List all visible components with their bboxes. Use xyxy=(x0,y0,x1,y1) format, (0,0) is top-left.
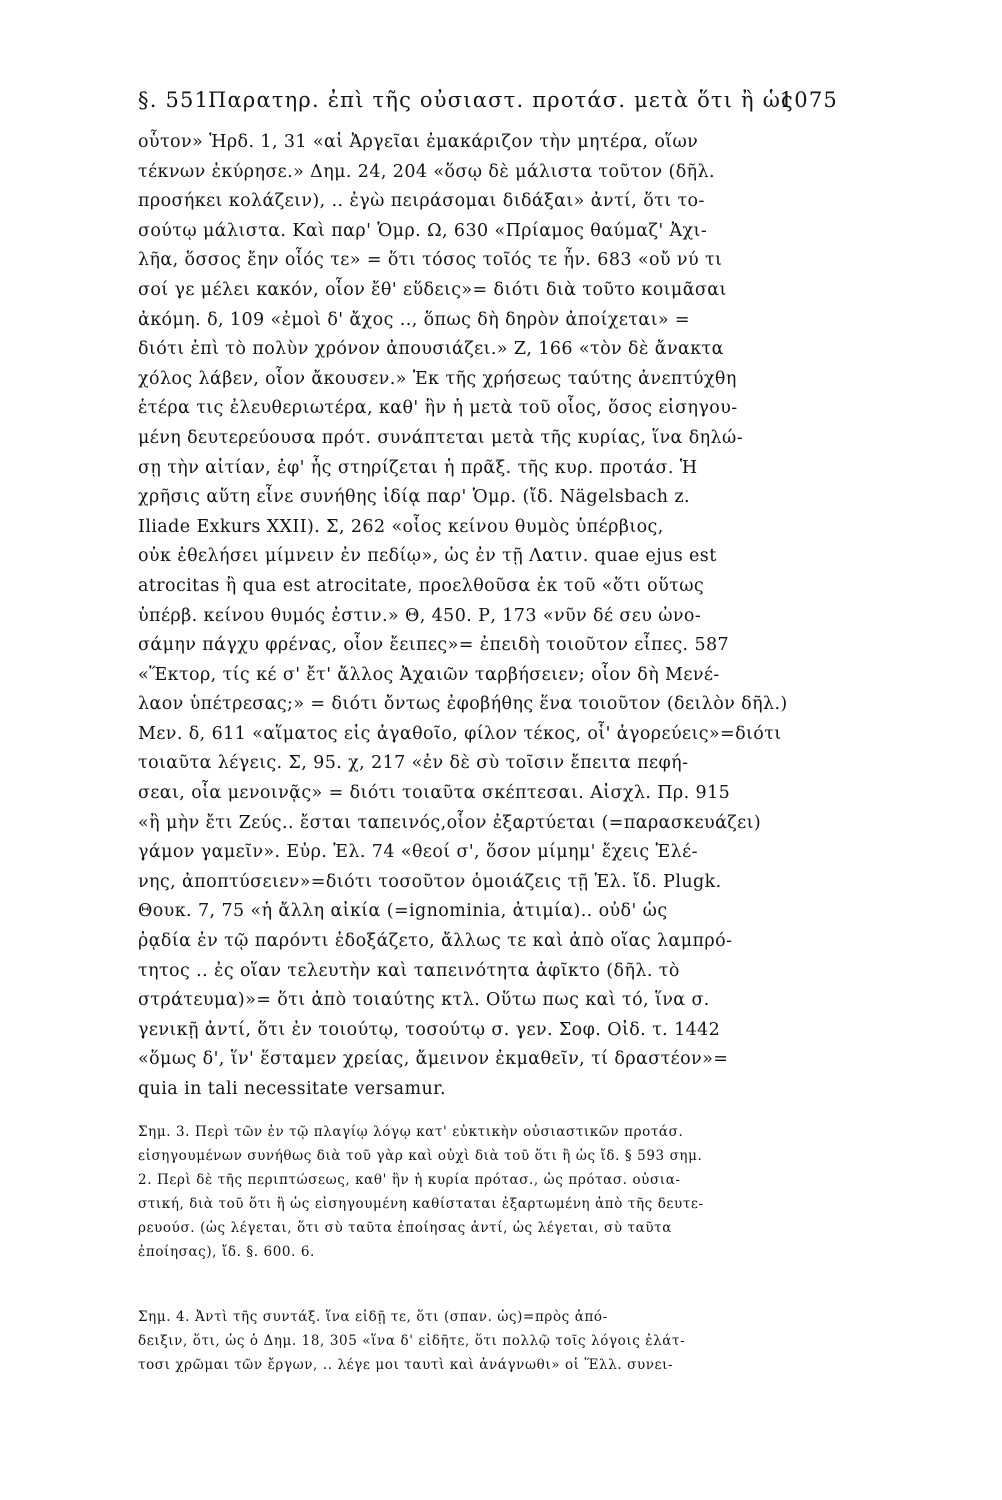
text-line: στράτευμα)»= ὅτι ἀπὸ τοιαύτης κτλ. Οὕτω πως καὶ τό, ἵνα σ. xyxy=(138,990,710,1011)
text-line: λαον ὑπέτρεσας;» = διότι ὄντως ἐφοβήθης ἕνα τοιοῦτον (δειλὸν δῆλ.) xyxy=(138,694,788,715)
footnote-line: ρευούσ. (ὡς λέγεται, ὅτι σὺ ταῦτα ἐποίησας ἀντί, ὡς λέγεται, σὺ ταῦτα xyxy=(138,1220,672,1236)
text-line: «ὅμως δ', ἵν' ἕσταμεν χρείας, ἄμεινον ἐκμαθεῖν, τί δραστέον»= xyxy=(138,1049,729,1070)
footnote-4 xyxy=(138,1305,838,1377)
footnote-3 xyxy=(138,1120,838,1264)
text-line: διότι ἐπὶ τὸ πολὺν χρόνον ἀπουσιάζει.» Ζ, 166 «τὸν δὲ ἄνακτα xyxy=(138,339,724,360)
text-line: προσήκει κολάζειν), .. ἐγὼ πειράσομαι διδάξαι» ἀντί, ὅτι το- xyxy=(138,191,705,212)
text-line: Μεν. δ, 611 «αἵματος εἰς ἀγαθοῖο, φίλον τέκος, οἷ' ἀγορεύεις»=διότι xyxy=(138,723,782,744)
running-header xyxy=(138,88,838,118)
text-line: χρῆσις αὕτη εἶνε συνήθης ἰδίᾳ παρ' Ὁμρ. (ἴδ. Nägelsbach z. xyxy=(138,487,690,508)
text-line: μένη δευτερεύουσα πρότ. συνάπτεται μετὰ τῆς κυρίας, ἵνα δηλώ- xyxy=(138,427,744,448)
text-line: «ἢ μὴν ἔτι Ζεύς.. ἔσται ταπεινός,οἷον ἐξαρτύεται (=παρασκευάζει) xyxy=(138,812,762,833)
header-title: Παρατηρ. ἐπὶ τῆς οὐσιαστ. προτάσ. μετὰ ὅτι ἢ ὡς xyxy=(208,88,794,112)
text-line: Θουκ. 7, 75 «ἡ ἄλλη αἰκία (=ignominia, ἀτιμία).. οὐδ' ὡς xyxy=(138,901,668,922)
text-line: atrocitas ἢ qua est atrocitate, προελθοῦσα ἐκ τοῦ «ὅτι οὕτως xyxy=(138,575,705,596)
text-line: τέκνων ἐκύρησε.» Δημ. 24, 204 «ὅσῳ δὲ μάλιστα τοῦτον (δῆλ. xyxy=(138,161,715,182)
text-line: νης, ἀποπτύσειεν»=διότι τοσοῦτον ὁμοιάζεις τῇ Ἑλ. ἴδ. Plugk. xyxy=(138,871,722,892)
footnote-line: δειξιν, ὅτι, ὡς ὁ Δημ. 18, 305 «ἵνα δ' εἰδῆτε, ὅτι πολλῷ τοῖς λόγοις ἐλάτ- xyxy=(138,1333,686,1349)
text-line: γάμον γαμεῖν». Εὐρ. Ἑλ. 74 «θεοί σ', ὅσον μίμημ' ἔχεις Ἑλέ- xyxy=(138,842,698,863)
text-line: ὑπέρβ. κείνου θυμός ἐστιν.» Θ, 450. Ρ, 173 «νῦν δέ σευ ὠνο- xyxy=(138,605,702,626)
footnote-line: 2. Περὶ δὲ τῆς περιπτώσεως, καθ' ἣν ἡ κυρία πρότασ., ὡς πρότασ. οὐσια- xyxy=(138,1172,681,1188)
text-line: σούτῳ μάλιστα. Καὶ παρ' Ὁμρ. Ω, 630 «Πρίαμος θαύμαζ' Ἀχι- xyxy=(138,220,708,241)
text-line: λῆα, ὅσσος ἔην οἷός τε» = ὅτι τόσος τοῖός τε ἦν. 683 «οὔ νύ τι xyxy=(138,250,723,271)
text-line: «Ἕκτορ, τίς κέ σ' ἔτ' ἄλλος Ἀχαιῶν ταρβήσειεν; οἷον δὴ Μενέ- xyxy=(138,664,720,685)
text-line: ῥᾳδία ἐν τῷ παρόντι ἐδοξάζετο, ἄλλως τε καὶ ἀπὸ οἵας λαμπρό- xyxy=(138,931,733,952)
footnote-line: τοσι χρῶμαι τῶν ἔργων, .. λέγε μοι ταυτὶ καὶ ἀνάγνωθι» οἱ Ἕλλ. συνει- xyxy=(138,1357,674,1373)
main-text xyxy=(138,128,838,1105)
text-line: ἑτέρα τις ἐλευθεριωτέρα, καθ' ἣν ἡ μετὰ τοῦ οἷος, ὅσος εἰσηγου- xyxy=(138,398,738,419)
text-line: Iliade Exkurs XXII). Σ, 262 «οἷος κείνου θυμὸς ὑπέρβιος, xyxy=(138,516,664,537)
text-line: ἀκόμη. δ, 109 «ἐμοὶ δ' ἄχος .., ὅπως δὴ δηρὸν ἀποίχεται» = xyxy=(138,309,690,330)
footnote-line: ἐποίησας), ἴδ. §. 600. 6. xyxy=(138,1244,315,1260)
text-line: τητος .. ἐς οἵαν τελευτὴν καὶ ταπεινότητα ἀφῖκτο (δῆλ. τὸ xyxy=(138,960,680,981)
text-line: οὗτον» Ἡρδ. 1, 31 «αἱ Ἀργεῖαι ἐμακάριζον τὴν μητέρα, οἵων xyxy=(138,132,699,152)
text-line: χόλος λάβεν, οἷον ἄκουσεν.» Ἐκ τῆς χρήσεως ταύτης ἀνεπτύχθη xyxy=(138,368,737,389)
text-line: σεαι, οἷα μενοινᾷς» = διότι τοιαῦτα σκέπτεσαι. Αἰσχλ. Πρ. 915 xyxy=(138,783,731,804)
text-line: quia in tali necessitate versamur. xyxy=(138,1079,446,1099)
page-number: 1075 xyxy=(779,88,838,112)
section-number: §. 551. xyxy=(138,88,218,112)
footnote-line: Σημ. 3. Περὶ τῶν ἐν τῷ πλαγίῳ λόγῳ κατ' εὐκτικὴν οὐσιαστικῶν προτάσ. xyxy=(138,1124,684,1140)
text-line: σάμην πάγχυ φρένας, οἷον ἔειπες»= ἐπειδὴ τοιοῦτον εἶπες. 587 xyxy=(138,635,730,656)
text-line: οὐκ ἐθελήσει μίμνειν ἐν πεδίῳ», ὡς ἐν τῇ Λατιν. quae ejus est xyxy=(138,546,717,567)
text-line: τοιαῦτα λέγεις. Σ, 95. χ, 217 «ἐν δὲ σὺ τοῖσιν ἔπειτα πεφή- xyxy=(138,753,689,774)
text-line: γενικῇ ἀντί, ὅτι ἐν τοιούτῳ, τοσούτῳ σ. γεν. Σοφ. Οἰδ. τ. 1442 xyxy=(138,1019,721,1040)
text-line: σοί γε μέλει κακόν, οἷον ἔθ' εὕδεις»= διότι διὰ τοῦτο κοιμᾶσαι xyxy=(138,279,727,300)
text-line: σῃ τὴν αἰτίαν, ἐφ' ἧς στηρίζεται ἡ πρᾶξ. τῆς κυρ. προτάσ. Ἡ xyxy=(138,457,698,478)
footnote-line: εἰσηγουμένων συνήθως διὰ τοῦ γὰρ καὶ οὐχὶ διὰ τοῦ ὅτι ἢ ὡς ἴδ. § 593 σημ. xyxy=(138,1148,703,1164)
footnote-line: Σημ. 4. Ἀντὶ τῆς συντάξ. ἵνα εἰδῇ τε, ὅτι (σπαν. ὡς)=πρὸς ἀπό- xyxy=(138,1309,608,1325)
footnote-line: στική, διὰ τοῦ ὅτι ἢ ὡς εἰσηγουμένη καθίσταται ἐξαρτωμένη ἀπὸ τῆς δευτε- xyxy=(138,1196,704,1212)
